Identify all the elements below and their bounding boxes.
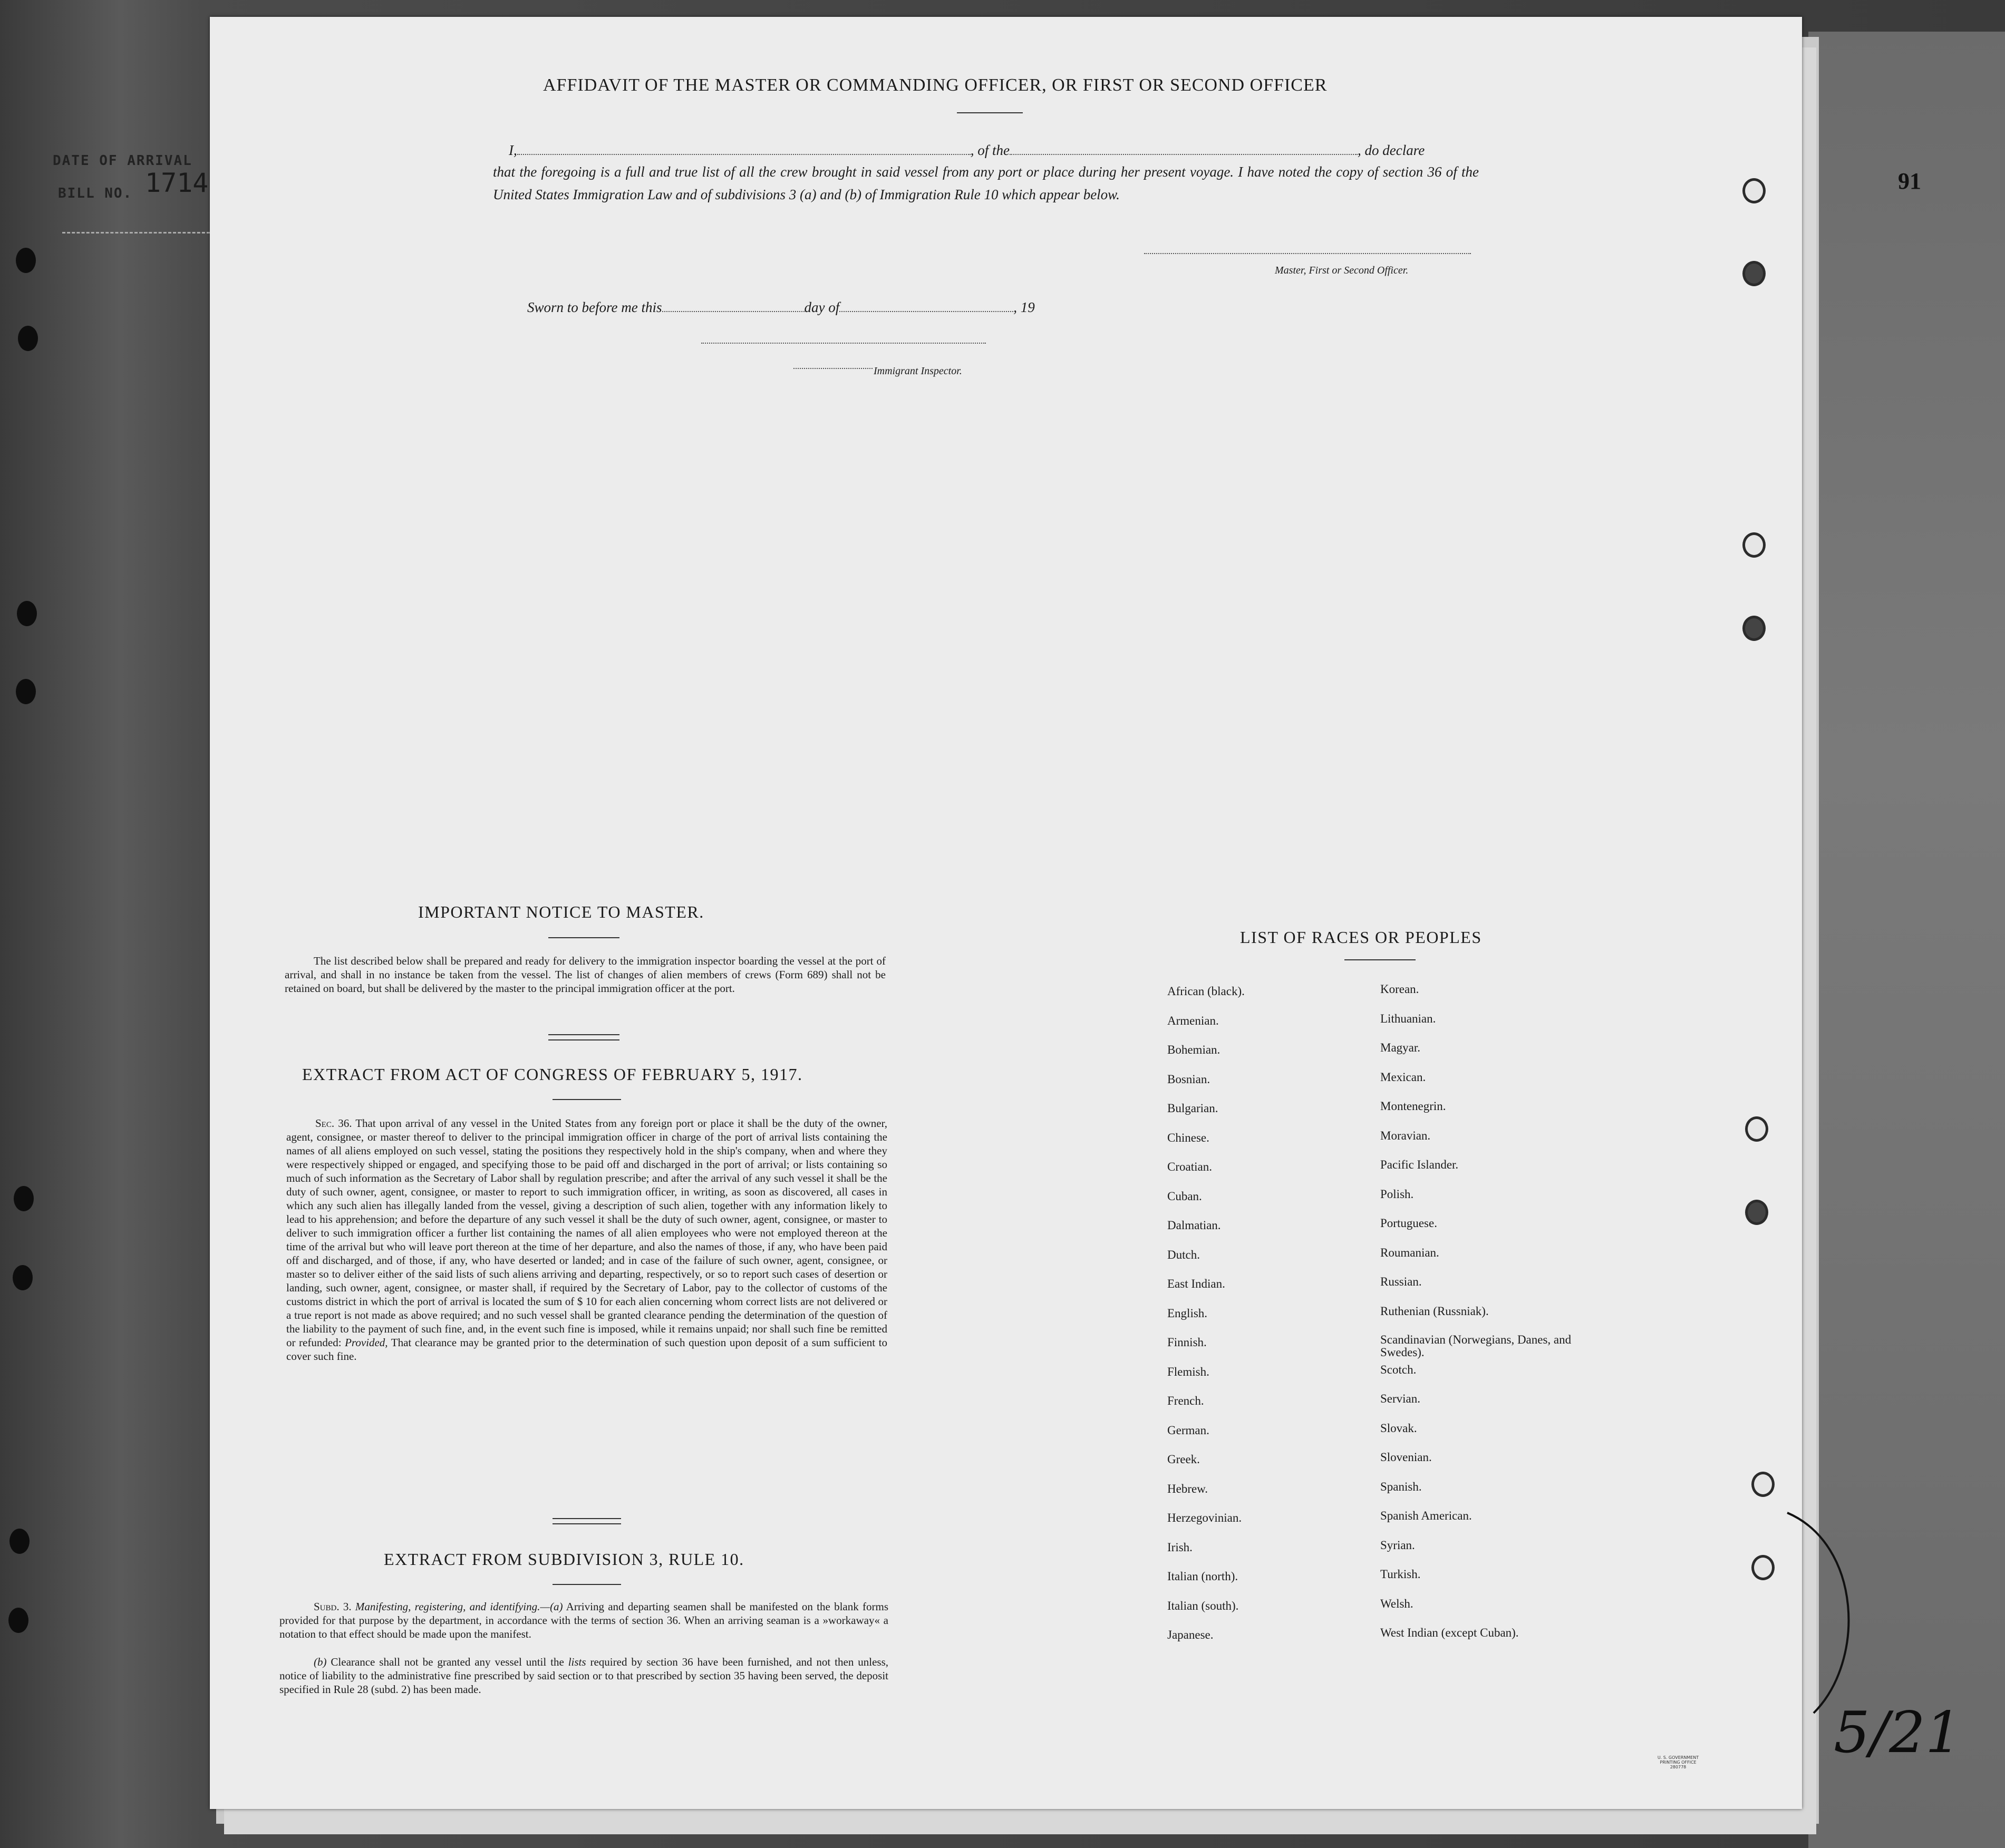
notice-rule <box>548 937 619 938</box>
punch-hole <box>18 326 38 351</box>
race-item: African (black). <box>1167 985 1245 998</box>
race-item: Magyar. <box>1380 1041 1421 1054</box>
race-item: Russian. <box>1380 1275 1422 1288</box>
race-item: Korean. <box>1380 983 1419 996</box>
handwritten-annotation: 5/21 <box>1834 1700 1962 1766</box>
race-item: Armenian. <box>1167 1014 1219 1027</box>
race-item: Italian (north). <box>1167 1570 1238 1583</box>
punch-hole <box>17 601 37 626</box>
page-number: 91 <box>1898 168 1921 194</box>
races-title: LIST OF RACES OR PEOPLES <box>1240 928 1482 947</box>
race-item: Scandinavian (Norwegians, Danes, and Swedes). <box>1380 1333 1572 1359</box>
ring-hole <box>1742 532 1766 558</box>
punch-hole <box>13 1265 33 1290</box>
ring-hole <box>1742 616 1766 641</box>
race-item: Spanish. <box>1380 1480 1422 1493</box>
race-item: Irish. <box>1167 1540 1193 1554</box>
punch-hole <box>14 1186 34 1211</box>
races-left-column <box>1167 985 1368 1658</box>
double-rule <box>548 1034 619 1040</box>
race-item: Greek. <box>1167 1453 1200 1466</box>
punch-hole <box>16 248 36 273</box>
race-item: Dutch. <box>1167 1248 1200 1261</box>
race-item: Lithuanian. <box>1380 1011 1436 1025</box>
race-item: English. <box>1167 1306 1208 1320</box>
race-item: Slovenian. <box>1380 1451 1432 1464</box>
race-item: Turkish. <box>1380 1568 1421 1581</box>
race-item: West Indian (except Cuban). <box>1380 1626 1519 1639</box>
race-item: Syrian. <box>1380 1538 1415 1552</box>
signature-label: Master, First or Second Officer. <box>1275 265 1409 276</box>
stamp-line <box>62 232 210 234</box>
race-item: Croatian. <box>1167 1160 1212 1173</box>
declare-suffix: , do declare <box>1358 142 1425 158</box>
race-item: Moravian. <box>1380 1129 1431 1142</box>
rule-title-rule <box>553 1584 621 1585</box>
ring-hole <box>1745 1200 1768 1225</box>
race-item: French. <box>1167 1394 1204 1407</box>
sworn-year: , 19 <box>1013 299 1035 315</box>
sworn-day-label: day of <box>804 299 840 315</box>
race-item: Spanish American. <box>1380 1509 1472 1522</box>
rule-para-b-text2: required by section 36 have been furnished, and not then unless, notice of liability to the administrative fine prescribed by said section or to that prescribed by section 35 having been served, the deposit specified in Rule 28 (subd. 2) has been made. <box>279 1656 889 1696</box>
race-item: Welsh. <box>1380 1597 1413 1610</box>
imprint-line1: U. S. GOVERNMENT PRINTING OFFICE <box>1657 1755 1699 1765</box>
race-item: Finnish. <box>1167 1336 1207 1349</box>
inspector-dots <box>793 368 873 369</box>
rule-para-b-marker: (b) <box>314 1656 327 1668</box>
bill-number-label: BILL NO. <box>58 186 133 201</box>
rule-para-a <box>279 1600 888 1641</box>
inspector-label: Immigrant Inspector. <box>874 365 962 377</box>
declarant-prefix: I, <box>509 142 517 158</box>
race-item: Hebrew. <box>1167 1482 1208 1495</box>
pencil-curve <box>1756 1502 1882 1724</box>
act-title: EXTRACT FROM ACT OF CONGRESS OF FEBRUARY 5, 1917. <box>302 1065 803 1084</box>
rule-para-a-marker: —(a) <box>540 1600 563 1613</box>
rule-subd-label: Subd. 3. <box>314 1600 352 1613</box>
race-item: Bosnian. <box>1167 1072 1210 1086</box>
race-item: Japanese. <box>1167 1628 1214 1641</box>
printer-imprint <box>1649 1755 1707 1769</box>
race-item: Dalmatian. <box>1167 1219 1221 1232</box>
punch-hole <box>9 1529 30 1554</box>
race-item: Ruthenian (Russniak). <box>1380 1304 1489 1318</box>
race-item: Cuban. <box>1167 1189 1202 1203</box>
vessel-name-field[interactable] <box>1010 154 1358 155</box>
rule-para-b-text1: Clearance shall not be granted any vessel until the <box>331 1656 564 1668</box>
title-rule <box>957 112 1023 113</box>
rule-para-a-text: Arriving and departing seamen shall be manifested on the blank forms provided for that purpose by the department, in accordance with the terms of section 36. When an arriving seaman is a »workaway« a notation to that effect should be made upon the manifest. <box>279 1600 888 1640</box>
punch-hole <box>8 1608 28 1633</box>
bill-number-value: 1714 <box>145 168 209 198</box>
race-item: East Indian. <box>1167 1277 1225 1290</box>
act-text-end: That clearance may be granted prior to the determination of such question upon deposit of a sum sufficient to cover such fine. <box>286 1336 888 1363</box>
affidavit-line1 <box>509 142 1479 159</box>
race-item: Mexican. <box>1380 1070 1426 1084</box>
race-item: Roumanian. <box>1380 1246 1439 1259</box>
rule-para-b <box>279 1655 888 1696</box>
affidavit-title: AFFIDAVIT OF THE MASTER OR COMMANDING OFFICER, OR FIRST OR SECOND OFFICER <box>543 75 1328 95</box>
sworn-line <box>527 299 1160 316</box>
races-rule <box>1344 959 1416 960</box>
rule-subd-heading: Manifesting, registering, and identifying. <box>355 1600 540 1613</box>
inspector-signature-field[interactable] <box>701 343 986 344</box>
rule-para-b-lists: lists <box>568 1656 586 1668</box>
race-item: Chinese. <box>1167 1131 1209 1144</box>
act-text: That upon arrival of any vessel in the United States from any foreign port or place it shall be the duty of the owner, agent, consignee, or master thereof to deliver to the principal immigration officer in charge of the port of arrival lists containing the names of all aliens employed on such vessel, stating the positions they respectively hold in the ship's company, when and where they were respectively shipped or engaged, and specifying those to be paid off and discharged in the port of arrival; or lists containing so much of such information as the Secretary of Labor shall by regulation prescribe; and after the arrival of any such vessel it shall be the duty of such owner, agent, consignee, or master to report to such immigration officer, in writing, as soon as discovered, all cases in which any such alien has illegally landed from the vessel, giving a description of such alien, together with any information likely to lead to his apprehension; and before the departure of any such vessel it shall be the duty of such owner, agent, consignee, or master to deliver to such immigration officer a further list containing the names of all alien employees who were not employed thereon at the time of the arrival but who will leave port thereon at the time of her departure, and also the names of those, if any, who have been paid off and discharged, and of those, if any, who have deserted or landed; and in case of the failure of such owner, agent, consignee, or master so to deliver either of the said lists of such aliens arriving and departing, respectively, or so to report such cases of desertion or landing, such owner, agent, consignee, or master shall, if required by the Secretary of Labor, pay to the collector of customs of the customs district in which the port of arrival is located the sum of $ 10 for each alien concerning whom correct lists are not delivered or a true report is not made as above required; and no such vessel shall be granted clearance pending the determination of the question of the liability to the payment of such fine, and, in the event such fine is imposed, while it remains unpaid; nor shall such fine be remitted or refunded: <box>286 1117 887 1349</box>
rule-title: EXTRACT FROM SUBDIVISION 3, RULE 10. <box>384 1550 744 1569</box>
race-item: Bulgarian. <box>1167 1102 1218 1115</box>
race-item: German. <box>1167 1423 1209 1437</box>
sworn-prefix: Sworn to before me this <box>527 299 662 315</box>
notice-title: IMPORTANT NOTICE TO MASTER. <box>418 902 704 921</box>
races-right-column <box>1380 983 1602 1656</box>
race-item: Herzegovinian. <box>1167 1511 1242 1524</box>
ring-hole <box>1745 1116 1768 1142</box>
race-item: Italian (south). <box>1167 1599 1239 1612</box>
act-sec-label: Sec. 36. <box>315 1117 352 1130</box>
notice-body: The list described below shall be prepared and ready for delivery to the immigration inspector boarding the vessel at the port of arrival, and shall in no instance be taken from the vessel. The list of changes of alien members of crews (Form 689) shall not be retained on board, but shall be delivered by the master to the principal immigration officer at the port. <box>285 955 886 995</box>
act-body <box>286 1116 887 1363</box>
act-provided: Provided, <box>345 1336 388 1349</box>
act-rule <box>553 1099 621 1100</box>
ring-hole <box>1742 178 1766 203</box>
race-item: Slovak. <box>1380 1421 1417 1435</box>
ring-hole <box>1751 1472 1775 1497</box>
vessel-prefix: , of the <box>970 142 1010 158</box>
race-item: Bohemian. <box>1167 1043 1221 1056</box>
race-item: Montenegrin. <box>1380 1100 1446 1113</box>
sworn-month-field[interactable] <box>839 311 1013 312</box>
race-item: Pacific Islander. <box>1380 1158 1459 1171</box>
imprint-line2: 280778 <box>1670 1765 1687 1769</box>
race-item: Scotch. <box>1380 1363 1417 1376</box>
sworn-day-field[interactable] <box>662 311 805 312</box>
race-item: Servian. <box>1380 1392 1421 1405</box>
race-item: Flemish. <box>1167 1365 1209 1378</box>
punch-hole <box>16 679 36 704</box>
officer-signature-field[interactable] <box>1144 253 1471 254</box>
ring-hole <box>1742 261 1766 286</box>
declarant-name-field[interactable] <box>517 154 971 155</box>
race-item: Portuguese. <box>1380 1217 1437 1230</box>
date-of-arrival-label: DATE OF ARRIVAL <box>53 153 192 169</box>
double-rule <box>553 1518 621 1524</box>
affidavit-body: that the foregoing is a full and true list of all the crew brought in said vessel from any port or place during her present voyage. I have noted the copy of section 36 of the United States Immigration Law and of subdivisions 3 (a) and (b) of Immigration Rule 10 which appear below. <box>493 164 1479 202</box>
race-item: Polish. <box>1380 1187 1414 1201</box>
